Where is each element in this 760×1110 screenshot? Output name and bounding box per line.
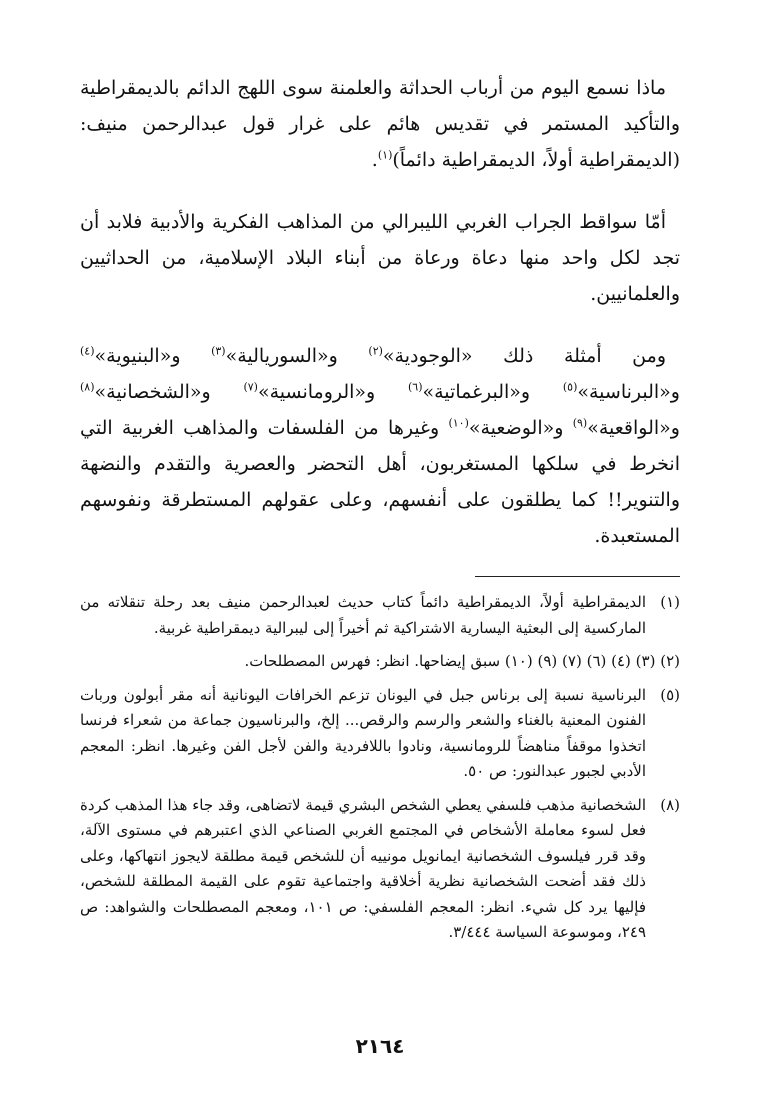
paragraph-2 [80,204,680,312]
footnote-number: (٥) [660,685,680,704]
p3-seg: وغيرها من الفلسفات والمذاهب الغربية التي انخرط في سلكها المستغربون، أهل التحضر والعصرية والتقدم والنضهة والتنوير!! كما يطلقون على أنفسهم، وعلى عقولهم المستطرقة ونفوسهم المستعبدة. [80,417,680,547]
footnote-text: الشخصانية مذهب فلسفي يعطي الشخص البشري قيمة لاتضاهى، وقد جاء هذا المذهب كردة فعل لسوء معاملة الأشخاص في المجتمع الغربي الصناعي الذي اعتبرهم في مستوى الآلة، وقد قرر فيلسوف الشخصانية ايمانويل مونييه أن للشخص قيمة مطلقة لايجوز انتهاكها، وعلى ذلك فقد أضحت الشخصانية نظرية أخلاقية واجتماعية تقوم على القيمة المطلقة للشخص، فإليها يرد كل شيء. انظر: المعجم الفلسفي: ص ١٠١، ومعجم المصطلحات والشواهد: ص ٢٤٩، وموسوعة السياسة ٣/٤٤٤. [80,795,646,941]
p3-seg: و«البرناسية» [577,381,680,403]
main-text [80,70,680,554]
p3-seg: و«الوضعية» [468,417,573,439]
footnote-ref: (١٠) [448,416,469,430]
footnote-ref: (٩) [572,416,588,430]
page-number: ٢١٦٤ [355,1034,405,1058]
footnote-1 [80,590,680,641]
footnote-ref-1: (١) [377,148,393,162]
p3-seg: و«البنيوية» [94,345,212,367]
paragraph-2-text: أمّا سواقط الجراب الغربي الليبرالي من المذاهب الفكرية والأدبية فلابد أن تجد لكل واحد منها دعاة ورعاة من أبناء البلاد الإسلامية، من الحداثيين والعلمانيين. [80,211,680,305]
footnote-text [80,649,680,675]
footnote-5 [80,683,680,785]
p3-seg: و«البرغماتية» [422,381,563,403]
footnote-divider [475,576,680,577]
footnote-text: البرناسية نسبة إلى برناس جبل في اليونان تزعم الخرافات اليونانية أنه مقر أبولون وربات الفنون المعنية بالغناء والشعر والرسم والرقص... إلخ، والبرناسيون جماعة من شعراء فرنسا اتخذوا موقفاً مناهضاً للرومانسية، ونادوا باللافردية والفن لأجل الفن وغيرها. انظر: المعجم الأدبي لجبور عبدالنور: ص ٥٠. [80,685,646,780]
p3-seg: و«السوريالية» [225,345,369,367]
footnote-number: (٨) [660,795,680,814]
footnote-ref: (٤) [80,344,95,358]
footnote-ref: (٥) [562,380,578,394]
footnote-ref: (٦) [407,380,423,394]
footnote-ref: (٨) [80,380,95,394]
p3-seg: و«الشخصانية» [94,381,244,403]
paragraph-1-tail: . [371,149,378,171]
p3-seg: ومن أمثلة ذلك «الوجودية» [382,345,666,367]
footnote-text: الديمقراطية أولاً، الديمقراطية دائماً كتاب حديث لعبدالرحمن منيف بعد رحلة تنقلاته من الماركسية إلى البعثية اليسارية الاشتراكية ثم أخيراً إلى ليبرالية ديمقراطية غربية. [80,593,646,637]
footnote-2 [80,649,680,675]
paragraph-1 [80,70,680,178]
footnotes [80,590,680,954]
p3-seg: و«الرومانسية» [257,381,408,403]
paragraph-1-text: ماذا نسمع اليوم من أرباب الحداثة والعلمنة سوى اللهج الدائم بالديمقراطية والتأكيد المستمر في تقديس هائم على غرار قول عبدالرحمن منيف: (الديمقراطية أولاً، الديمقراطية دائماً) [80,77,680,171]
p3-seg: و«الواقعية» [587,417,680,439]
footnote-8 [80,793,680,946]
paragraph-3 [80,338,680,554]
footnote-text-body: سبق إيضاحها. انظر: فهرس المصطلحات. [244,652,501,670]
footnote-ref: (٧) [243,380,258,394]
footnote-number: (١) [660,593,680,611]
footnote-number-group: (٢) (٣) (٤) (٦) (٧) (٩) (١٠) [504,652,680,670]
footnote-ref: (٢) [368,344,383,358]
footnote-ref: (٣) [211,344,226,358]
